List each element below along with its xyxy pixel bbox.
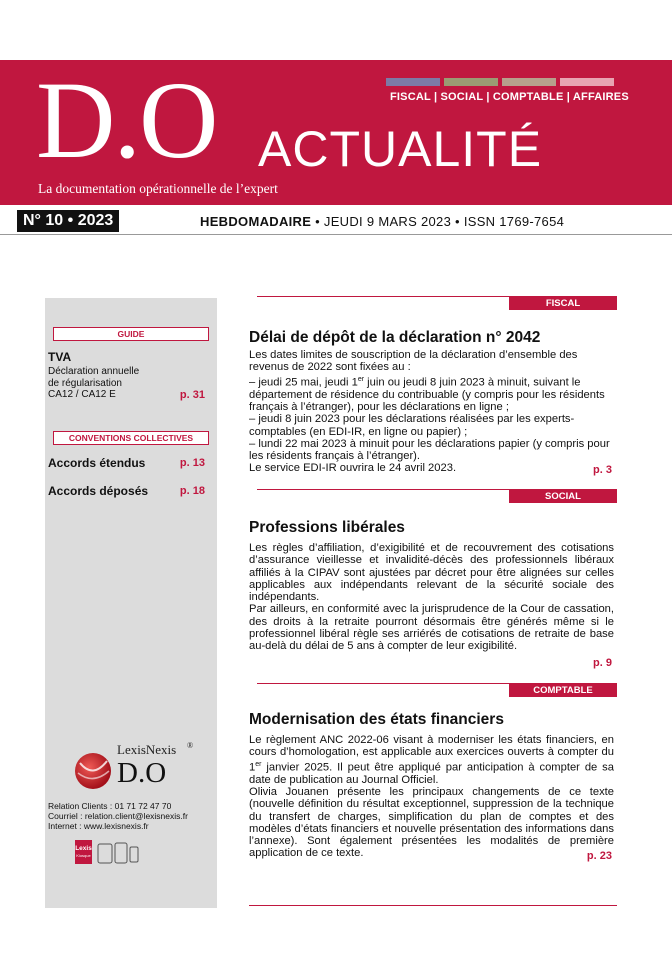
issue-info-line xyxy=(200,214,564,229)
article-page-ref-social[interactable]: p. 9 xyxy=(593,657,612,669)
kiosque-line-1: Lexis xyxy=(75,845,92,852)
issue-issn: ISSN 1769-7654 xyxy=(463,214,565,229)
devices-icon xyxy=(97,842,139,864)
article-title-social[interactable]: Professions libérales xyxy=(249,519,405,536)
article-paragraph xyxy=(249,374,614,414)
article-paragraph xyxy=(249,734,614,786)
article-paragraph: Par ailleurs, en conformité avec la jurisprudence de la Cour de cassation, des droits à la retraite pourront désormais être générés même si le professionnel libéral règle ses arriérés de cotisations de retraite de base au-delà du délai de 5 ans à compter de leur exigibilité. xyxy=(249,603,614,653)
issue-number-badge: N° 10 • 2023 xyxy=(17,210,119,232)
article-body-fiscal xyxy=(249,349,614,475)
sidebar xyxy=(45,298,217,908)
contact-website[interactable]: Internet : www.lexisnexis.fr xyxy=(48,821,149,831)
guide-title[interactable]: TVA xyxy=(48,350,72,364)
article-paragraph: – jeudi 8 juin 2023 pour les déclarations réalisées par les experts-comptables (en EDI-IR, en ligne ou papier) ; xyxy=(249,413,575,438)
conventions-page-deposes[interactable]: p. 18 xyxy=(179,485,205,497)
guide-line-1: Déclaration annuelle xyxy=(48,366,140,377)
article-paragraph: Les dates limites de souscription de la déclaration d’ensemble des revenus de 2022 sont fixées au : xyxy=(249,349,578,374)
conventions-page-etendus[interactable]: p. 13 xyxy=(179,457,205,469)
article-paragraph: – lundi 22 mai 2023 à minuit pour les déclarations papier (y compris pour les résidents français à l’étranger). xyxy=(249,437,610,463)
guide-line-2: de régularisation xyxy=(48,377,122,389)
color-bar-comptable xyxy=(502,78,556,86)
text-fragment: Le règlement ANC 2022-06 visant à moderniser les états financiers, en cours d’homologation, est applicable aux exercices ouverts à compter du 1 xyxy=(249,734,614,774)
color-bar-fiscal xyxy=(386,78,440,86)
bullet: • xyxy=(311,214,324,229)
color-bar-social xyxy=(444,78,498,86)
conventions-tag: CONVENTIONS COLLECTIVES xyxy=(53,431,209,445)
guide-line-3: CA12 / CA12 E xyxy=(48,389,116,400)
article-page-ref-fiscal[interactable]: p. 3 xyxy=(593,464,612,476)
publisher-mark: ® xyxy=(187,741,194,750)
contact-phone: Relation Clients : 01 71 72 47 70 xyxy=(48,801,172,811)
category-links: FISCAL | SOCIAL | COMPTABLE | AFFAIRES xyxy=(390,91,629,103)
contact-email[interactable]: Courriel : relation.client@lexisnexis.fr xyxy=(48,811,188,821)
guide-tag: GUIDE xyxy=(53,327,209,341)
issue-frequency: HEBDOMADAIRE xyxy=(200,214,312,229)
superscript: er xyxy=(357,375,365,383)
tagline: La documentation opérationnelle de l’expert xyxy=(38,181,278,196)
article-page-ref-comptable[interactable]: p. 23 xyxy=(586,850,612,862)
text-fragment: – jeudi 25 mai, jeudi 1 xyxy=(249,376,358,389)
article-body-social xyxy=(249,542,614,653)
superscript: er xyxy=(255,760,262,768)
kiosque-line-2: Kiosque xyxy=(76,853,91,858)
publisher-logo xyxy=(73,741,201,790)
text-fragment: janvier 2025. Il peut être appliqué par anticipation à compter de sa date de publication au Journal Officiel. xyxy=(249,761,614,786)
article-paragraph: Les règles d’affiliation, d’exigibilité et de recouvrement des cotisations d’assurance vieillesse et invalidité-décès des professionnels libéraux affiliés à la CIPAV sont ajustées par décret pour être alignées sur celles applicables aux indépendants relevant de la sécurité sociale des indépendants. xyxy=(249,542,614,604)
bullet: • xyxy=(451,214,464,229)
article-title-fiscal[interactable]: Délai de dépôt de la déclaration n° 2042 xyxy=(249,329,541,346)
section-tag-comptable: COMPTABLE xyxy=(509,684,617,697)
text-fragment: juin ou jeudi 8 juin 2023 à minuit, suivant le département de résidence du contribuable (y compris pour les résidents français à l’étranger), pour les déclarations en ligne ; xyxy=(249,376,605,413)
publisher-product: D.O xyxy=(117,757,167,789)
guide-page-ref[interactable]: p. 31 xyxy=(179,389,205,401)
article-paragraph: Olivia Jouanen présente les principaux changements de ce texte (nouvelle définition du résultat exceptionnel, suppression de la technique du transfert de charges, simplification du plan de comptes et des modèles d’états financiers et nouvelle présentation des informations dans l’annexe). Sont également présentées les modalités de première application de ce texte. xyxy=(249,785,614,860)
color-bar-affaires xyxy=(560,78,614,86)
article-title-comptable[interactable]: Modernisation des états financiers xyxy=(249,711,504,728)
section-tag-social: SOCIAL xyxy=(509,490,617,503)
category-color-bars xyxy=(386,78,614,86)
logo-do: D.O xyxy=(36,59,217,181)
header-divider xyxy=(0,234,672,235)
section-tag-fiscal: FISCAL xyxy=(509,297,617,310)
bottom-rule xyxy=(249,905,617,906)
conventions-item-etendus[interactable]: Accords étendus xyxy=(48,456,146,470)
publisher-name: LexisNexis xyxy=(117,742,177,757)
lexisnexis-globe-icon xyxy=(73,751,113,791)
logo-actualite: ACTUALITÉ xyxy=(258,121,543,177)
article-paragraph: Le service EDI-IR ouvrira le 24 avril 2023. xyxy=(249,462,457,475)
conventions-item-deposes[interactable]: Accords déposés xyxy=(48,484,149,498)
issue-date: JEUDI 9 MARS 2023 xyxy=(323,214,452,229)
lexis-kiosque-badge[interactable] xyxy=(75,840,92,864)
article-body-comptable xyxy=(249,734,614,860)
